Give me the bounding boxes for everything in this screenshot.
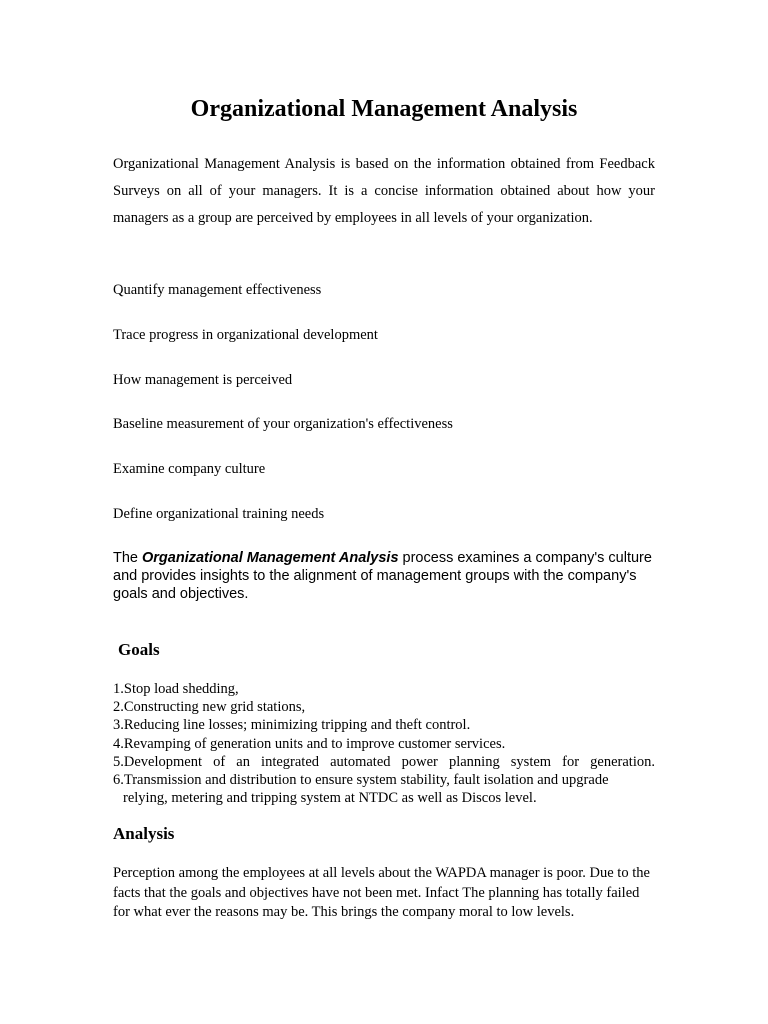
process-paragraph: [113, 549, 655, 603]
process-suffix: process examines a company's culture and provides insights to the alignment of management groups with the company's goals and objectives.: [113, 550, 652, 602]
bullet-item: Baseline measurement of your organization's effectiveness: [113, 416, 453, 432]
process-prefix: The: [113, 550, 143, 566]
bullet-item: Quantify management effectiveness: [113, 282, 322, 298]
bullet-item: Define organizational training needs: [113, 506, 325, 522]
analysis-paragraph: Perception among the employees at all levels about the WAPDA manager is poor. Due to the facts that the goals and objectives have not been met. Infact The planning has totally failed for what ever the reasons may be. This brings the company moral to low levels.: [113, 865, 650, 920]
bullet-item: How management is perceived: [113, 372, 293, 388]
goal-item: 1.Stop load shedding,: [113, 681, 239, 697]
document-title: Organizational Management Analysis: [190, 96, 578, 122]
analysis-heading: Analysis: [113, 824, 175, 843]
goal-item: 3.Reducing line losses; minimizing tripping and theft control.: [113, 717, 471, 734]
goal-item: 4.Revamping of generation units and to improve customer services.: [113, 735, 506, 752]
bullet-item: Examine company culture: [113, 461, 266, 477]
goals-heading: Goals: [118, 640, 160, 659]
process-emphasis: Organizational Management Analysis: [142, 550, 399, 566]
goal-item: 6.Transmission and distribution to ensure system stability, fault isolation and upgrade relying, metering and tripping system at NTDC as well as Discos level.: [113, 772, 609, 807]
bullet-item: Trace progress in organizational development: [113, 327, 378, 343]
goal-item: 2.Constructing new grid stations,: [113, 699, 306, 716]
goals-list: [113, 680, 655, 807]
goal-item: 5.Development of an integrated automated power planning system for generation.: [113, 753, 655, 770]
intro-paragraph: Organizational Management Analysis is based on the information obtained from Feedback Surveys on all of your managers. It is a concise information obtained about how your managers as a group are perceived by employees in all levels of your organization.: [113, 156, 655, 226]
